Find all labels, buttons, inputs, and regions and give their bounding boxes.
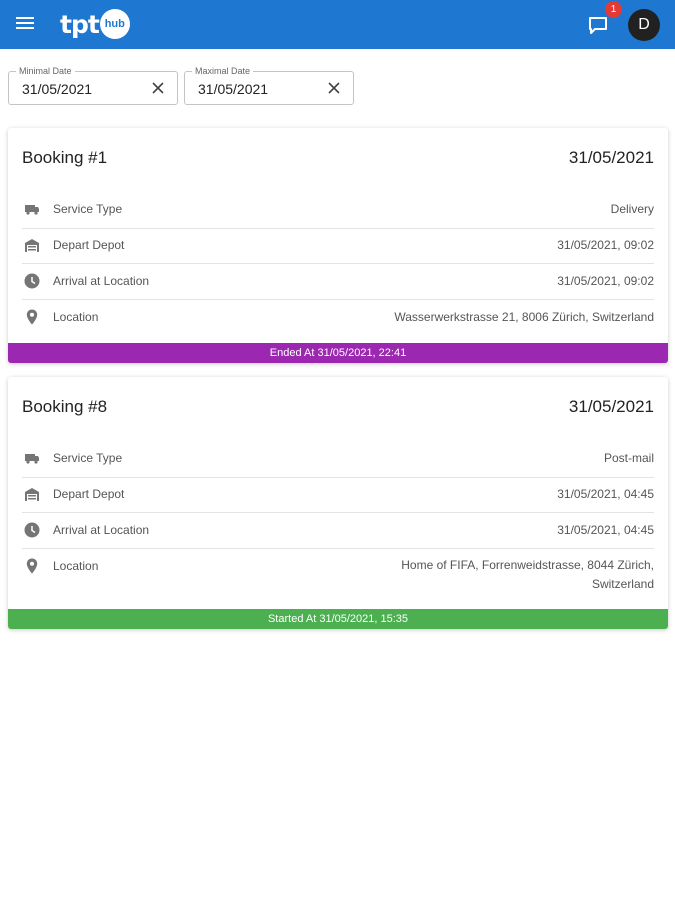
service-type-row: [22, 450, 654, 478]
row-value: Post-mail: [603, 451, 654, 465]
depart-depot-row: [22, 237, 654, 264]
booking-card[interactable]: [8, 377, 668, 629]
clock-icon: [24, 522, 40, 538]
location-row: [22, 309, 654, 329]
status-bar: Started At 31/05/2021, 15:35: [8, 609, 668, 629]
logo-sub: hub: [104, 18, 125, 30]
logo-text: tpt: [60, 9, 99, 39]
maximal-date-value[interactable]: 31/05/2021: [198, 81, 269, 97]
booking-date: 31/05/2021: [568, 148, 654, 167]
status-bar: Ended At 31/05/2021, 22:41: [8, 343, 668, 363]
row-label: Service Type: [53, 202, 123, 216]
booking-card[interactable]: [8, 128, 668, 363]
row-label: Depart Depot: [53, 487, 125, 501]
arrival-row: [22, 273, 654, 300]
truck-icon: [24, 450, 40, 466]
minimal-date-label: Minimal Date: [16, 66, 75, 77]
avatar[interactable]: D: [628, 9, 660, 41]
row-label: Arrival at Location: [53, 274, 150, 288]
location-pin-icon: [24, 309, 40, 325]
row-label: Arrival at Location: [53, 523, 150, 537]
clear-icon[interactable]: [151, 81, 165, 95]
app-bar: [0, 0, 675, 49]
row-label: Service Type: [53, 451, 123, 465]
clear-icon[interactable]: [327, 81, 341, 95]
booking-title: Booking #8: [22, 397, 108, 416]
row-label: Location: [53, 559, 99, 573]
maximal-date-field[interactable]: [184, 66, 354, 105]
row-value: 31/05/2021, 09:02: [557, 274, 654, 288]
minimal-date-value[interactable]: 31/05/2021: [22, 81, 93, 97]
depart-depot-row: [22, 486, 654, 513]
location-row: [22, 558, 654, 598]
row-label: Depart Depot: [53, 238, 125, 252]
booking-date: 31/05/2021: [568, 397, 654, 416]
logo[interactable]: [60, 8, 130, 40]
row-value: 31/05/2021, 04:45: [557, 487, 654, 501]
row-value: 31/05/2021, 04:45: [557, 523, 654, 537]
logo-bubble: [100, 9, 130, 39]
menu-icon[interactable]: [15, 14, 35, 34]
row-label: Location: [53, 310, 99, 324]
chat-icon[interactable]: [586, 13, 610, 37]
notification-badge: 1: [605, 1, 622, 18]
minimal-date-field[interactable]: [8, 66, 178, 105]
row-value: Home of FIFA, Forrenweidstrasse, 8044 Zürich, Switzerland: [401, 558, 654, 591]
truck-icon: [24, 201, 40, 217]
depot-icon: [24, 486, 40, 502]
location-pin-icon: [24, 558, 40, 574]
clock-icon: [24, 273, 40, 289]
depot-icon: [24, 237, 40, 253]
arrival-row: [22, 522, 654, 549]
booking-title: Booking #1: [22, 148, 108, 167]
service-type-row: [22, 201, 654, 229]
maximal-date-label: Maximal Date: [192, 66, 253, 77]
row-value: 31/05/2021, 09:02: [557, 238, 654, 252]
row-value: Delivery: [610, 202, 654, 216]
row-value: Wasserwerkstrasse 21, 8006 Zürich, Switzerland: [394, 310, 654, 324]
